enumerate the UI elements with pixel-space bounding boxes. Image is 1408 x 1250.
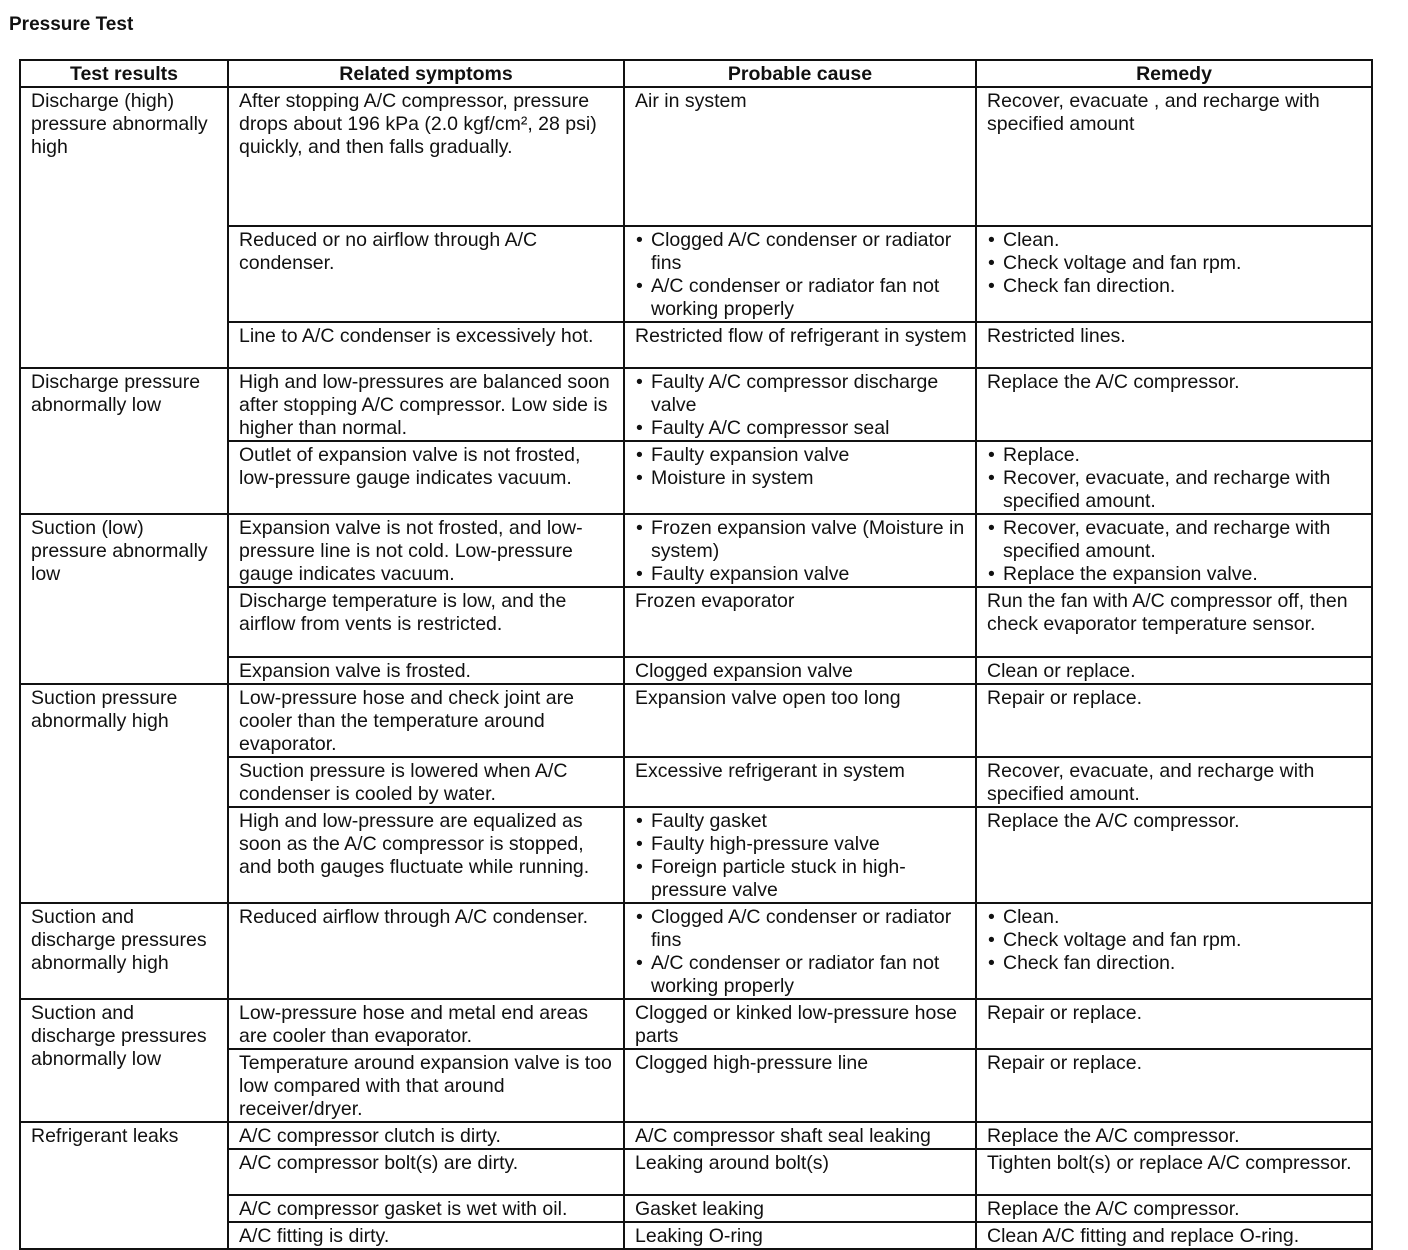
cause-list xyxy=(635,444,967,490)
symptom-cell: Reduced airflow through A/C condenser. xyxy=(228,903,624,999)
cause-list-item: • Foreign particle stuck in high-pressure valve xyxy=(651,856,967,902)
remedy-list-item: • Check voltage and fan rpm. xyxy=(1003,252,1363,275)
remedy-cell: Tighten bolt(s) or replace A/C compressor. xyxy=(976,1149,1372,1195)
remedy-list xyxy=(987,444,1363,513)
cause-list xyxy=(635,906,967,998)
cause-list xyxy=(635,371,967,440)
cause-cell: Restricted flow of refrigerant in system xyxy=(624,322,976,368)
remedy-list xyxy=(987,906,1363,975)
table-header-row xyxy=(20,60,1372,87)
table-row xyxy=(20,999,1372,1049)
remedy-cell: Recover, evacuate, and recharge with specified amount. xyxy=(976,757,1372,807)
cause-list-item: • Moisture in system xyxy=(651,467,967,490)
remedy-list-item: • Check fan direction. xyxy=(1003,275,1363,298)
cause-cell: A/C compressor shaft seal leaking xyxy=(624,1122,976,1149)
table-row xyxy=(20,514,1372,587)
cause-list-item: • Faulty expansion valve xyxy=(651,563,967,586)
cause-list-item: • Faulty expansion valve xyxy=(651,444,967,467)
test-result-cell: Suction (low) pressure abnormally low xyxy=(20,514,228,684)
table-row xyxy=(20,903,1372,999)
symptom-cell: A/C compressor clutch is dirty. xyxy=(228,1122,624,1149)
remedy-cell: Replace the A/C compressor. xyxy=(976,1195,1372,1222)
test-result-cell: Suction and discharge pressures abnormally low xyxy=(20,999,228,1122)
symptom-cell: A/C compressor gasket is wet with oil. xyxy=(228,1195,624,1222)
page-title: Pressure Test xyxy=(9,14,134,35)
cause-list xyxy=(635,810,967,902)
cause-list-item: • Faulty gasket xyxy=(651,810,967,833)
table-row xyxy=(20,684,1372,757)
cause-cell xyxy=(624,514,976,587)
cause-cell xyxy=(624,226,976,322)
cause-list-item: • A/C condenser or radiator fan not working properly xyxy=(651,952,967,998)
symptom-cell: After stopping A/C compressor, pressure drops about 196 kPa (2.0 kgf/cm², 28 psi) quickly, and then falls gradually. xyxy=(228,87,624,226)
remedy-list-item: • Recover, evacuate, and recharge with specified amount. xyxy=(1003,517,1363,563)
remedy-cell: Restricted lines. xyxy=(976,322,1372,368)
cause-cell: Clogged or kinked low-pressure hose parts xyxy=(624,999,976,1049)
header-related-symptoms: Related symptoms xyxy=(228,60,624,87)
symptom-cell: High and low-pressure are equalized as soon as the A/C compressor is stopped, and both gauges fluctuate while running. xyxy=(228,807,624,903)
symptom-cell: Low-pressure hose and check joint are cooler than the temperature around evaporator. xyxy=(228,684,624,757)
symptom-cell: Temperature around expansion valve is too low compared with that around receiver/dryer. xyxy=(228,1049,624,1122)
symptom-cell: Suction pressure is lowered when A/C condenser is cooled by water. xyxy=(228,757,624,807)
remedy-list-item: • Replace. xyxy=(1003,444,1363,467)
remedy-cell: Repair or replace. xyxy=(976,999,1372,1049)
remedy-list-item: • Replace the expansion valve. xyxy=(1003,563,1363,586)
symptom-cell: Reduced or no airflow through A/C condenser. xyxy=(228,226,624,322)
remedy-cell xyxy=(976,514,1372,587)
remedy-cell xyxy=(976,903,1372,999)
cause-cell: Gasket leaking xyxy=(624,1195,976,1222)
header-test-results: Test results xyxy=(20,60,228,87)
symptom-cell: A/C fitting is dirty. xyxy=(228,1222,624,1249)
cause-cell xyxy=(624,368,976,441)
cause-list xyxy=(635,517,967,586)
cause-cell xyxy=(624,807,976,903)
cause-cell: Expansion valve open too long xyxy=(624,684,976,757)
cause-list-item: • A/C condenser or radiator fan not working properly xyxy=(651,275,967,321)
cause-list-item: • Clogged A/C condenser or radiator fins xyxy=(651,229,967,275)
remedy-list-item: • Recover, evacuate, and recharge with specified amount. xyxy=(1003,467,1363,513)
symptom-cell: Outlet of expansion valve is not frosted, low-pressure gauge indicates vacuum. xyxy=(228,441,624,514)
remedy-list xyxy=(987,517,1363,586)
pressure-test-table xyxy=(19,59,1373,1250)
cause-cell: Clogged expansion valve xyxy=(624,657,976,684)
cause-cell: Excessive refrigerant in system xyxy=(624,757,976,807)
remedy-cell: Clean or replace. xyxy=(976,657,1372,684)
symptom-cell: Expansion valve is not frosted, and low-pressure line is not cold. Low-pressure gauge indicates vacuum. xyxy=(228,514,624,587)
test-result-cell: Discharge pressure abnormally low xyxy=(20,368,228,514)
test-result-cell: Suction and discharge pressures abnormally high xyxy=(20,903,228,999)
cause-cell xyxy=(624,903,976,999)
cause-list-item: • Clogged A/C condenser or radiator fins xyxy=(651,906,967,952)
symptom-cell: A/C compressor bolt(s) are dirty. xyxy=(228,1149,624,1195)
cause-list-item: • Faulty A/C compressor seal xyxy=(651,417,967,440)
table-row xyxy=(20,368,1372,441)
cause-cell: Leaking around bolt(s) xyxy=(624,1149,976,1195)
cause-list-item: • Faulty high-pressure valve xyxy=(651,833,967,856)
header-probable-cause: Probable cause xyxy=(624,60,976,87)
remedy-cell: Replace the A/C compressor. xyxy=(976,368,1372,441)
cause-list xyxy=(635,229,967,321)
table-row xyxy=(20,1122,1372,1149)
symptom-cell: Low-pressure hose and metal end areas are cooler than evaporator. xyxy=(228,999,624,1049)
remedy-list-item: • Check fan direction. xyxy=(1003,952,1363,975)
remedy-list xyxy=(987,229,1363,298)
remedy-cell: Recover, evacuate , and recharge with specified amount xyxy=(976,87,1372,226)
symptom-cell: Discharge temperature is low, and the airflow from vents is restricted. xyxy=(228,587,624,657)
cause-cell: Leaking O-ring xyxy=(624,1222,976,1249)
table-row xyxy=(20,87,1372,226)
remedy-cell: Replace the A/C compressor. xyxy=(976,807,1372,903)
test-result-cell: Refrigerant leaks xyxy=(20,1122,228,1249)
header-remedy: Remedy xyxy=(976,60,1372,87)
cause-list-item: • Faulty A/C compressor discharge valve xyxy=(651,371,967,417)
test-result-cell: Suction pressure abnormally high xyxy=(20,684,228,903)
remedy-cell: Replace the A/C compressor. xyxy=(976,1122,1372,1149)
cause-list-item: • Frozen expansion valve (Moisture in system) xyxy=(651,517,967,563)
test-result-cell: Discharge (high) pressure abnormally high xyxy=(20,87,228,368)
remedy-cell xyxy=(976,226,1372,322)
table-body xyxy=(20,87,1372,1249)
remedy-cell: Clean A/C fitting and replace O-ring. xyxy=(976,1222,1372,1249)
remedy-list-item: • Check voltage and fan rpm. xyxy=(1003,929,1363,952)
remedy-list-item: • Clean. xyxy=(1003,906,1363,929)
symptom-cell: Expansion valve is frosted. xyxy=(228,657,624,684)
cause-cell: Clogged high-pressure line xyxy=(624,1049,976,1122)
remedy-cell: Run the fan with A/C compressor off, then check evaporator temperature sensor. xyxy=(976,587,1372,657)
remedy-list-item: • Clean. xyxy=(1003,229,1363,252)
cause-cell xyxy=(624,441,976,514)
cause-cell: Air in system xyxy=(624,87,976,226)
symptom-cell: Line to A/C condenser is excessively hot. xyxy=(228,322,624,368)
remedy-cell xyxy=(976,441,1372,514)
remedy-cell: Repair or replace. xyxy=(976,684,1372,757)
symptom-cell: High and low-pressures are balanced soon after stopping A/C compressor. Low side is higher than normal. xyxy=(228,368,624,441)
cause-cell: Frozen evaporator xyxy=(624,587,976,657)
remedy-cell: Repair or replace. xyxy=(976,1049,1372,1122)
